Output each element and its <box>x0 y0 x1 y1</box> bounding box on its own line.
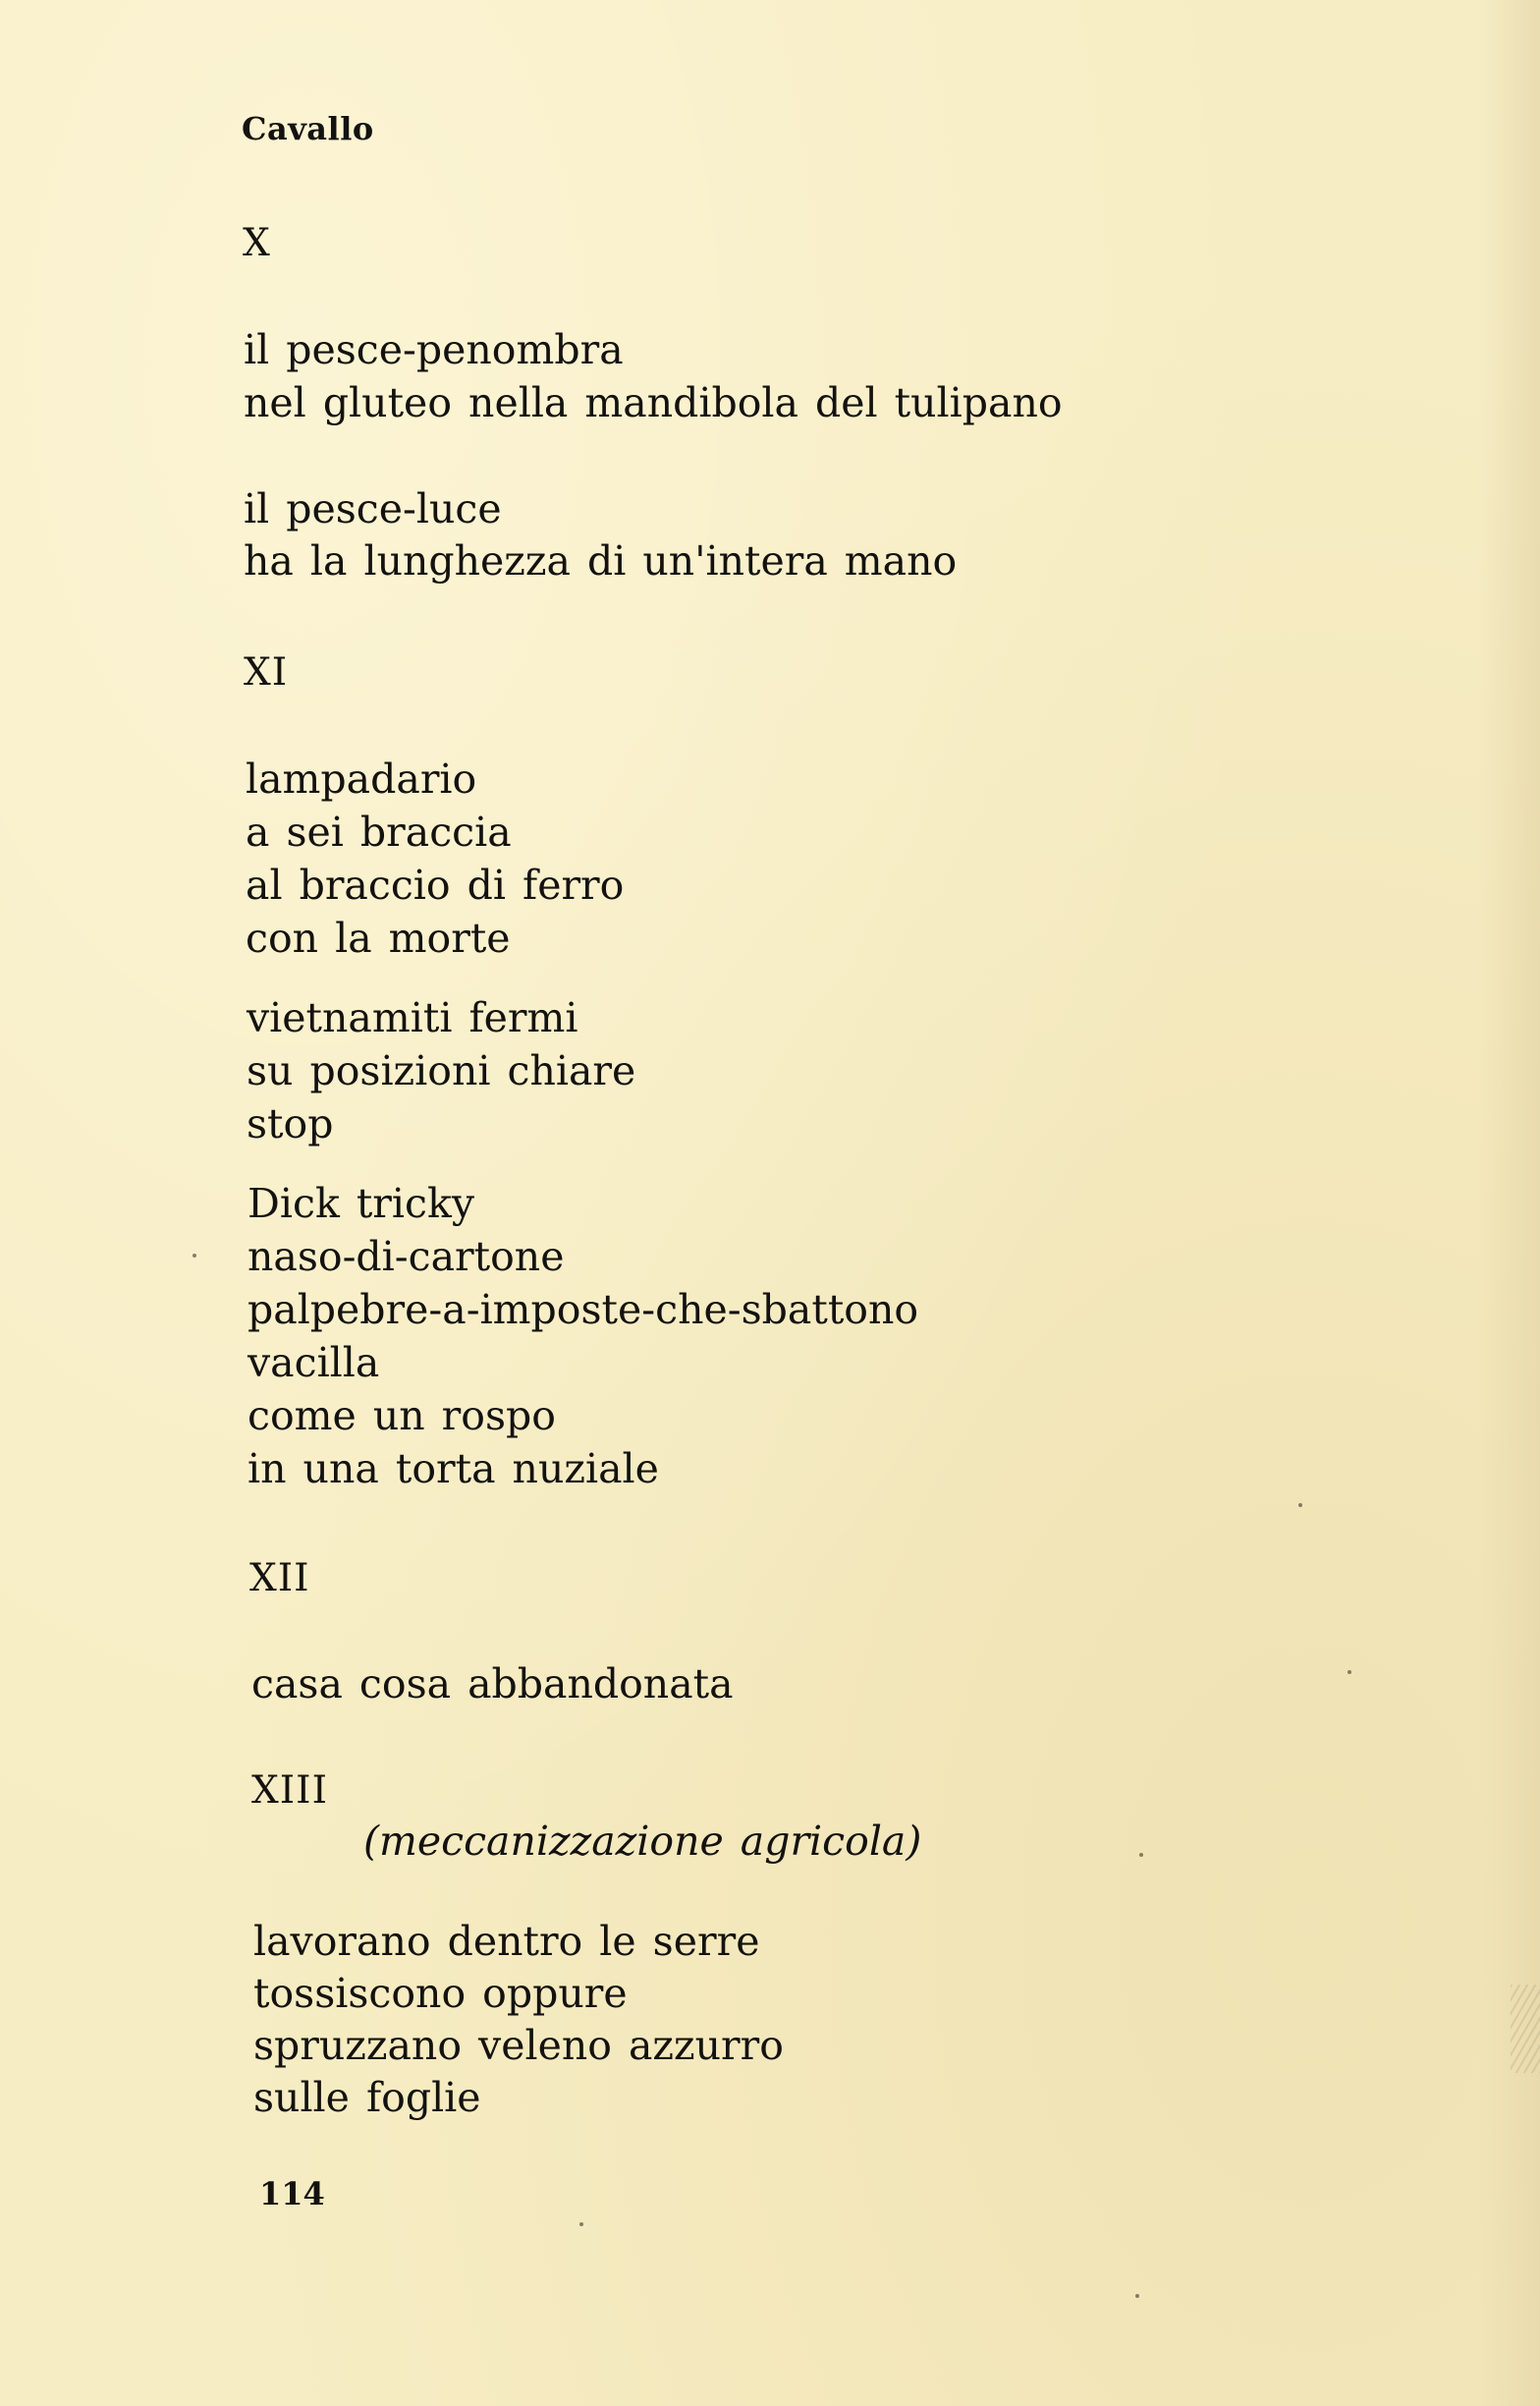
running-head: Cavallo <box>242 110 374 147</box>
poem-line: palpebre-a-imposte-che-sbattono <box>248 1286 919 1333</box>
poem-line: tossiscono oppure <box>253 1970 628 2017</box>
poem-line: al braccio di ferro <box>246 862 625 909</box>
section-numeral-xiii: XIII <box>251 1768 328 1813</box>
section-numeral-x: X <box>243 221 271 265</box>
poem-line: vietnamiti fermi <box>247 994 578 1041</box>
poem-line: il pesce-luce <box>244 485 502 532</box>
poem-line: ha la lunghezza di un'intera mano <box>244 537 958 585</box>
poem-line: come un rospo <box>248 1392 556 1439</box>
poem-line: con la morte <box>246 915 511 962</box>
paper-speck <box>1348 1670 1351 1674</box>
paper-speck <box>1135 2294 1139 2298</box>
poem-line: in una torta nuziale <box>248 1445 659 1492</box>
poem-line: naso-di-cartone <box>248 1233 565 1280</box>
poem-line: vacilla <box>248 1339 380 1386</box>
poem-line: il pesce-penombra <box>244 326 624 373</box>
section-numeral-xii: XII <box>249 1556 310 1600</box>
poem-line: stop <box>247 1100 334 1147</box>
poem-line: nel gluteo nella mandibola del tulipano <box>244 379 1063 426</box>
section-subtitle: (meccanizzazione agricola) <box>363 1818 922 1865</box>
poem-line: Dick tricky <box>248 1180 474 1227</box>
poem-line: lampadario <box>246 755 477 803</box>
poem-line: a sei braccia <box>246 809 512 856</box>
poem-line: sulle foglie <box>253 2074 481 2121</box>
paper-speck <box>192 1254 196 1258</box>
paper-speck <box>1298 1503 1302 1507</box>
poem-line: spruzzano veleno azzurro <box>253 2022 784 2069</box>
poem-line: su posizioni chiare <box>247 1047 636 1094</box>
page-number: 114 <box>259 2175 325 2212</box>
paper-speck <box>579 2222 583 2226</box>
paper-speck <box>1139 1853 1143 1857</box>
section-numeral-xi: XI <box>244 650 289 695</box>
paper-fiber-edge <box>1511 1985 1540 2073</box>
poem-line: casa cosa abbandonata <box>251 1660 734 1707</box>
poem-line: lavorano dentro le serre <box>253 1918 760 1965</box>
